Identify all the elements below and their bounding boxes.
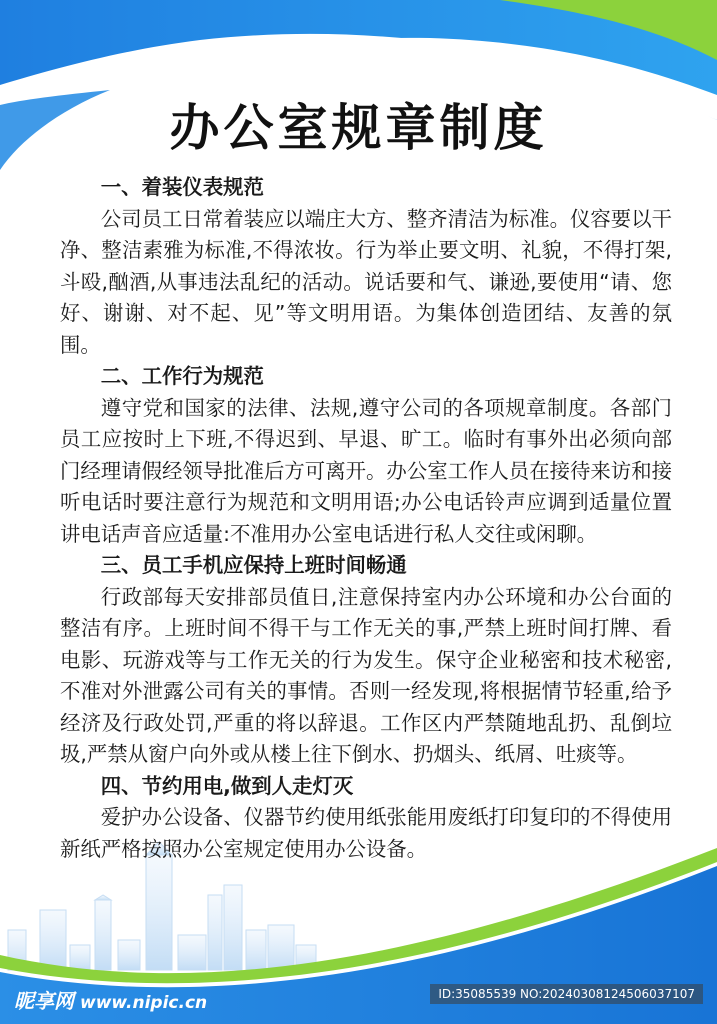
section-4-heading: 四、节约用电,做到人走灯灭 <box>100 773 354 798</box>
section-4-body: 爱护办公设备、仪器节约使用纸张能用废纸打印复印的不得使用新纸严格按照办公室规定使用办公设备。 <box>60 805 672 861</box>
section-1-heading: 一、着装仪表规范 <box>100 175 264 199</box>
page-title: 办公室规章制度 <box>169 99 548 157</box>
logo-text: 昵享网 <box>14 989 74 1013</box>
section-2-body: 遵守党和国家的法律、法规,遵守公司的各项规章制度。各部门员工应按时上下班,不得迟到、早退、旷工。临时有事外出必须向部门经理请假经领导批准后方可离开。办公室工作人员在接待来访和接听电话时要注意行为规范和文明用语;办公电话铃声应调到适量位置讲电话声音应适量:不准用办公室电话进行私人交往或闲聊。 <box>60 395 672 546</box>
site-text: www.nipic.cn <box>80 993 208 1013</box>
section-3-heading: 三、员工手机应保持上班时间畅通 <box>100 553 407 577</box>
section-3-body: 行政部每天安排部员值日,注意保持室内办公环境和办公台面的整洁有序。上班时间不得干与工作无关的事,严禁上班时间打牌、看电影、玩游戏等与工作无关的行为发生。保守企业秘密和技术秘密,不准对外泄露公司有关的事情。否则一经发现,将根据情节轻重,给予经济及行政处罚,严重的将以辞退。工作区内严禁随地乱扔、乱倒垃圾,严禁从窗户向外或从楼上往下倒水、扔烟头、纸屑、吐痰等。 <box>60 584 672 766</box>
image-id-label: ID:35085539 NO:20240308124506037107 <box>430 984 703 1004</box>
footer-watermark <box>0 975 717 1024</box>
section-2-heading: 二、工作行为规范 <box>100 364 264 388</box>
section-1-body: 公司员工日常着装应以端庄大方、整齐清洁为标准。仪容要以干净、整洁素雅为标准,不得浓妆。行为举止要文明、礼貌，不得打架,斗殴,酗酒,从事违法乱纪的活动。说话要和气、谦逊,要使用“请、您好、谢谢、对不起、见”等文明用语。为集体创造团结、友善的氛围。 <box>60 206 672 357</box>
rules-content <box>60 172 672 865</box>
watermark-logo <box>14 985 207 1014</box>
